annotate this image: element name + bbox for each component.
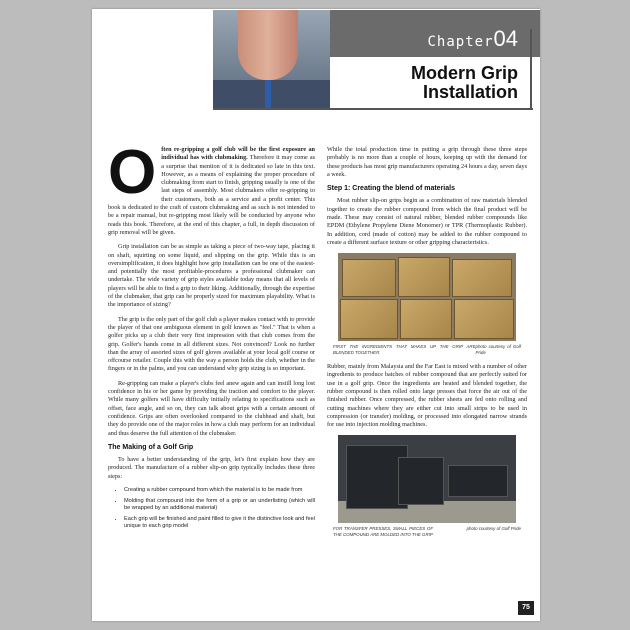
photo1-caption-row [333, 344, 521, 355]
photo2-credit: photo courtesy of Golf Pride [466, 526, 521, 532]
list-item: • Each grip will be finished and paint filled to give it the distinctive look and feel unique to each grip model [124, 516, 315, 531]
section-heading-making: The Making of a Golf Grip [108, 443, 194, 451]
body-paragraph: Re-gripping can make a player's clubs feel anew again and can instill long lost confidence in his or her game by providing the traction and comfort to the player. While many golfers will have difficulty initially relating to specifications such as offset, face angle, and so on, they can talk about grips with a certain amount of confidence. Grips are often overlooked compared to the clubhead and shaft, but they do provide one of the major roles in how a club may perform for an individual and thus deserve the full attention of the clubmaker. [108, 379, 315, 437]
chapter-title-line1: Modern Grip [411, 63, 518, 83]
right-column [327, 146, 527, 545]
book-page [92, 9, 540, 621]
photo2-caption-row [333, 526, 521, 537]
list-item: • Creating a rubber compound from which the material is to be made from [124, 487, 315, 495]
chapter-band [330, 10, 540, 57]
photo1-caption: FIRST THE INGREDIENTS THAT MAKES UP THE GRIP ARE BLENDED TOGETHER. [333, 344, 476, 355]
chapter-title-line2: Installation [422, 82, 518, 102]
grip-hands-photo [213, 10, 330, 108]
making-intro: To have a better understanding of the grip, let's first explain how they are produced. The manufacture of a rubber slip-on grip typically includes these three steps: [108, 456, 315, 480]
drop-cap: O [108, 138, 157, 207]
body-paragraph: The grip is the only part of the golf club a player makes contact with to provide the player of that one ambiguous element in golf known as "feel." That is when a golfer picks up a club their very first impression with that club comes from the grip. Golfer's hands come in all different sizes. Not convinced? Look no further than the array of assorted sizes of golf gloves available at your local golf course or offcourse retailer. Couple this with the way a person holds the club, whether in the fingers or in the palms, and you can understand why grip sizing is so important. [108, 315, 315, 373]
body-paragraph: Grip installation can be as simple as taking a piece of two-way tape, placing it on shaft, squirting on some liquid, and slipping on the grip. While this is an oversimplification, it does highlight how grip installation can be one of the easiest-and potentially the most profitable-procedures a professional clubmaker can undertake. The wide variety of grip styles available today means that all levels of players will be able to find a grip to their liking. Additionally, through the expertise of the clubmaker, that grip can be properly sized for maximum playability. What is the importance of sizing? [108, 243, 315, 309]
left-column [108, 138, 315, 534]
ingredients-photo [338, 253, 516, 341]
intro-rest: Therefore it may come as a surprise that mention of it is dedicated so late in this text. However, as a means of explaining the proper procedure of clubmaking from start to finish, gripping usually is one of the last steps of assembly. Most clubmakers offer re-gripping to their customers, both as a service and a profit center. This book is dedicated to the craft of custom clubmaking and as such is not intended to be a repair manual, but re-gripping most likely will be conducted by anyone who reads this book. Therefore, at the end of this chapter, a full, in depth discussion of grip removal will be given. [108, 154, 315, 236]
chapter-label [428, 26, 519, 52]
steps-list [118, 487, 315, 531]
step1-paragraph: Most rubber slip-on grips begin as a combination of raw materials blended together to create the rubber compound from which the final product will be made. These may consist of natural rubber, blended rubber compounds like EPDM (Ethylene Propylene Diene Monomer) or TPR (Thermoplastic Rubber). In addition, cord (made of cotton) may be added to the rubber compound to create a different surface texture or other gripping characteristics. [327, 197, 527, 246]
chapter-title [332, 64, 518, 102]
section-heading-step1: Step 1: Creating the blend of materials [327, 185, 455, 193]
title-rule-vertical [530, 29, 532, 110]
page-number: 75 [518, 601, 534, 615]
title-rule [213, 108, 533, 110]
photo2-caption: FOR TRANSFER PRESSES, SMALL PIECES OF THE COMPOUND ARE MOLDED INTO THE GRIP [333, 526, 433, 537]
intro-lead: ften re-gripping a golf club will be the first exposure an individual has with clubmaking. [161, 146, 315, 162]
photo1-credit: photo courtesy of Golf Pride [475, 344, 521, 355]
right-intro: While the total production time in putting a grip through these three steps probably is no more than a couple of hours, keeping up with the demand for these products has most grip manufacturers operating 24 hours a day, seven days a week. [327, 146, 527, 178]
rubber-sheets-photo [338, 435, 516, 523]
intro-paragraph [108, 138, 315, 237]
list-item: • Molding that compound into the form of a grip or an underlisting (which will be wrapped by an additional material) [124, 498, 315, 513]
chapter-number: 04 [493, 26, 518, 51]
chapter-word: Chapter [427, 34, 494, 50]
rubber-paragraph: Rubber, mainly from Malaysia and the Far East is mixed with a number of other ingredients to produce batches of rubber compound that are perfectly suited for use in a golf grip. Once the ingredients are heated and blended together, the rubber compound is then rolled onto large presses that force the air out of the finished rubber. Once compressed, the rubber sheets are fed onto rolling and cutting machines where they are either cut into small strips to be used in compression (or transfer) molding, or processed into elongated narrow strands for use into injection molding machines. [327, 363, 527, 429]
